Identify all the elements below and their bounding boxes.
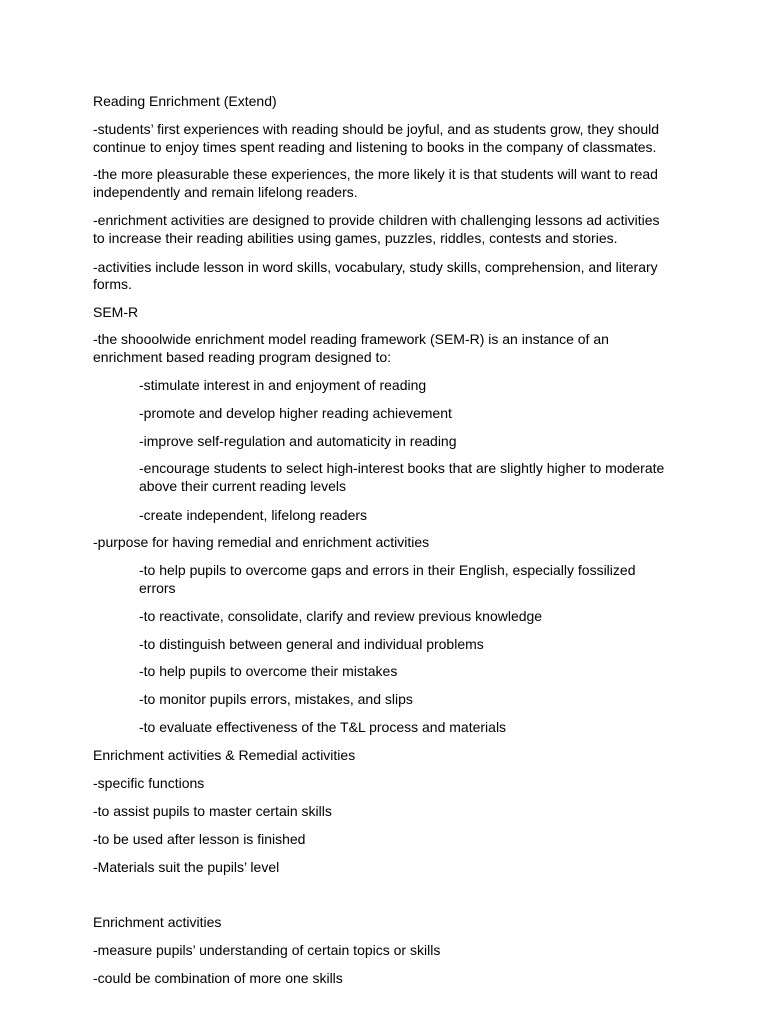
enrichment-item-1: -measure pupils’ understanding of certain topics or skills bbox=[93, 942, 441, 958]
both-item-2: -to assist pupils to master certain skills bbox=[93, 803, 332, 819]
semr-intro-line-2: enrichment based reading program designed to: bbox=[93, 349, 392, 365]
semr-item-4-line-1: -encourage students to select high-interest books that are slightly higher to moderate bbox=[139, 460, 665, 476]
paragraph-2-line-2: independently and remain lifelong readers. bbox=[93, 184, 358, 200]
purpose-item-6: -to evaluate effectiveness of the T&L process and materials bbox=[139, 719, 507, 735]
purpose-item-1-line-2: errors bbox=[139, 580, 176, 596]
paragraph-3-line-1: -enrichment activities are designed to provide children with challenging lessons ad activities bbox=[93, 212, 660, 228]
paragraph-1-line-1: -students’ first experiences with reading should be joyful, and as students grow, they should bbox=[93, 121, 660, 137]
semr-heading: SEM-R bbox=[93, 304, 139, 320]
semr-item-1: -stimulate interest in and enjoyment of reading bbox=[139, 377, 427, 393]
both-item-4: -Materials suit the pupils’ level bbox=[93, 859, 280, 875]
paragraph-4-line-1: -activities include lesson in word skills, vocabulary, study skills, comprehension, and literary bbox=[93, 259, 658, 275]
purpose-item-1-line-1: -to help pupils to overcome gaps and errors in their English, especially fossilized bbox=[139, 562, 636, 578]
paragraph-4-line-2: forms. bbox=[93, 276, 132, 292]
purpose-item-3: -to distinguish between general and individual problems bbox=[139, 636, 484, 652]
enrichment-heading: Enrichment activities bbox=[93, 914, 222, 930]
purpose-heading: -purpose for having remedial and enrichment activities bbox=[93, 534, 430, 550]
paragraph-3-line-2: to increase their reading abilities using games, puzzles, riddles, contests and stories. bbox=[93, 230, 618, 246]
purpose-item-5: -to monitor pupils errors, mistakes, and slips bbox=[139, 691, 413, 707]
semr-item-2: -promote and develop higher reading achievement bbox=[139, 405, 452, 421]
enrichment-item-2: -could be combination of more one skills bbox=[93, 970, 343, 986]
paragraph-2-line-1: -the more pleasurable these experiences, the more likely it is that students will want to read bbox=[93, 166, 658, 182]
semr-item-3: -improve self-regulation and automaticity in reading bbox=[139, 433, 457, 449]
semr-item-5: -create independent, lifelong readers bbox=[139, 507, 368, 523]
both-item-1: -specific functions bbox=[93, 775, 205, 791]
purpose-item-4: -to help pupils to overcome their mistakes bbox=[139, 663, 398, 679]
purpose-item-2: -to reactivate, consolidate, clarify and review previous knowledge bbox=[139, 608, 543, 624]
document-title: Reading Enrichment (Extend) bbox=[93, 93, 277, 109]
both-activities-heading: Enrichment activities & Remedial activities bbox=[93, 747, 356, 763]
semr-intro-line-1: -the shooolwide enrichment model reading framework (SEM-R) is an instance of an bbox=[93, 331, 609, 347]
both-item-3: -to be used after lesson is finished bbox=[93, 831, 306, 847]
semr-item-4-line-2: above their current reading levels bbox=[139, 478, 347, 494]
paragraph-1-line-2: continue to enjoy times spent reading and listening to books in the company of classmates. bbox=[93, 139, 657, 155]
